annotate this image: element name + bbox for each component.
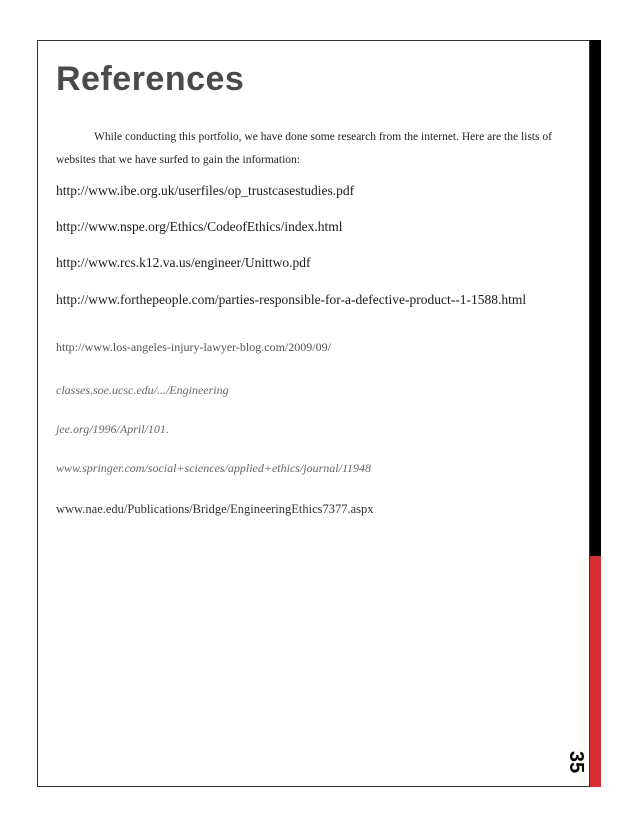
reference-link[interactable]: www.nae.edu/Publications/Bridge/EngineeringEthics7377.aspx bbox=[56, 502, 374, 516]
reference-link[interactable]: http://www.rcs.k12.va.us/engineer/Unittwo.pdf bbox=[56, 255, 311, 270]
reference-link[interactable]: http://www.nspe.org/Ethics/CodeofEthics/index.html bbox=[56, 219, 343, 234]
reference-link[interactable]: classes.soe.ucsc.edu/.../Engineering bbox=[56, 383, 229, 397]
reference-link[interactable]: http://www.los-angeles-injury-lawyer-blog.com/2009/09/ bbox=[56, 340, 331, 354]
reference-link[interactable]: http://www.ibe.org.uk/userfiles/op_trustcasestudies.pdf bbox=[56, 183, 355, 198]
reference-link[interactable]: jee.org/1996/April/101. bbox=[56, 422, 169, 436]
reference-link[interactable]: http://www.forthepeople.com/parties-responsible-for-a-defective-product--1-1588.html bbox=[56, 292, 527, 307]
page-number: 35 bbox=[565, 750, 587, 774]
intro-paragraph: While conducting this portfolio, we have done some research from the internet. Here are the lists of websites that we have surfed to gain the information: bbox=[56, 131, 552, 166]
side-bar-red bbox=[590, 556, 601, 787]
page-title: References bbox=[56, 60, 245, 98]
side-bar-black bbox=[590, 40, 601, 556]
reference-link[interactable]: www.springer.com/social+sciences/applied+ethics/journal/11948 bbox=[56, 461, 372, 475]
